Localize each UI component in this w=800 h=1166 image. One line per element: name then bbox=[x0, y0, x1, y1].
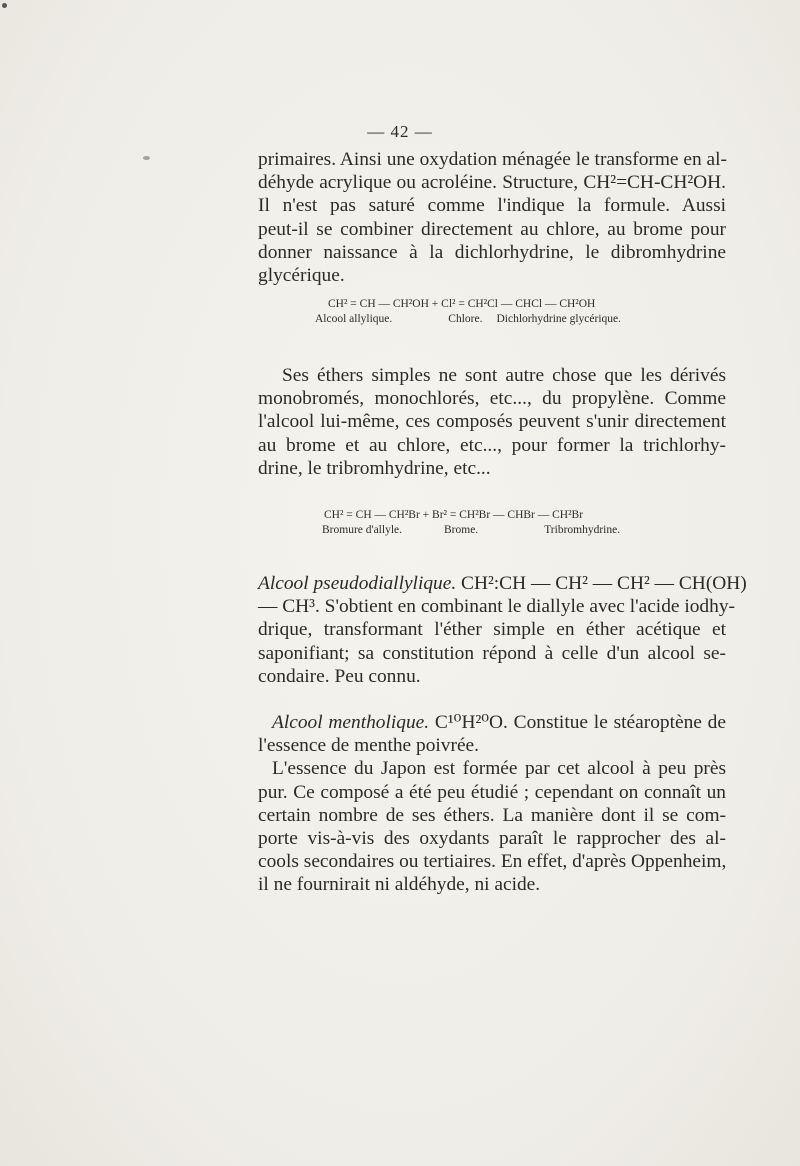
formula-label: Dichlorhydrine glycérique. bbox=[496, 313, 622, 325]
page-number: — 42 — bbox=[367, 122, 433, 141]
ink-speck bbox=[143, 156, 150, 160]
text-line: Il n'est pas saturé comme l'indique la formule. Aussi bbox=[258, 195, 726, 217]
text-line: pur. Ce composé a été peu étudié ; cependant on connaît un bbox=[258, 781, 726, 803]
formula-label: Bromure d'allyle. bbox=[322, 524, 402, 536]
text-line bbox=[258, 572, 747, 595]
formula-label: Brome. bbox=[444, 524, 479, 536]
text-line: Ses éthers simples ne sont autre chose que les dérivés bbox=[282, 365, 726, 386]
text-line: condaire. Peu connu. bbox=[258, 665, 421, 687]
text-line: il ne fournirait ni aldéhyde, ni acide. bbox=[258, 874, 541, 896]
text-line: certain nombre de ses éthers. La manière dont il se com- bbox=[258, 804, 726, 826]
text-fragment: CH²:CH — CH² — CH² — CH(OH) bbox=[461, 573, 747, 594]
text-line: L'essence du Japon est formée par cet alcool à peu près bbox=[272, 758, 726, 780]
text-line: drique, transformant l'éther simple en éther acétique et bbox=[258, 619, 726, 641]
formula-labels bbox=[258, 313, 726, 325]
section-title: Alcool pseudodiallylique. bbox=[258, 573, 457, 594]
text-line: monobromés, monochlorés, etc..., du propylène. Comme bbox=[258, 388, 726, 410]
ink-speck bbox=[2, 3, 7, 8]
text-line: cools secondaires ou tertiaires. En effet, d'après Oppenheim, bbox=[258, 851, 727, 873]
text-line: l'essence de menthe poivrée. bbox=[258, 735, 480, 757]
chemical-equation: CH² = CH — CH²OH + Cl² = CH²Cl — CHCl — CH²OH bbox=[328, 298, 596, 310]
formula-2 bbox=[258, 509, 726, 536]
formula-labels bbox=[258, 524, 726, 536]
text-line: glycérique. bbox=[258, 265, 345, 287]
text-line: primaires. Ainsi une oxydation ménagée le transforme en al- bbox=[258, 149, 727, 170]
formula-label: Alcool allylique. bbox=[315, 313, 393, 325]
paragraph-2 bbox=[258, 364, 726, 480]
paragraph-1 bbox=[258, 148, 726, 287]
section-title: Alcool mentholique. bbox=[272, 712, 430, 733]
chemical-equation: CH² = CH — CH²Br + Br² = CH²Br — CHBr — CH²Br bbox=[324, 509, 584, 521]
text-line: peut-il se combiner directement au chlore, au brome pour bbox=[258, 218, 726, 240]
paragraph-3 bbox=[258, 572, 747, 688]
text-line: l'alcool lui-même, ces composés peuvent s'unir directement bbox=[258, 411, 726, 433]
text-line bbox=[258, 711, 726, 734]
text-line: drine, le tribromhydrine, etc... bbox=[258, 457, 491, 479]
text-line: donner naissance à la dichlorhydrine, le dibromhydrine bbox=[258, 241, 726, 263]
text-line: — CH³. S'obtient en combinant le diallyle avec l'acide iodhy- bbox=[258, 596, 735, 618]
text-line: déhyde acrylique ou acroléine. Structure, CH²=CH-CH²OH. bbox=[258, 172, 726, 194]
formula-1 bbox=[258, 298, 726, 325]
text-fragment: C¹⁰H²⁰O. Constitue le stéaroptène de bbox=[434, 712, 726, 733]
formula-label: Chlore. bbox=[448, 313, 483, 325]
paragraph-4 bbox=[258, 711, 726, 897]
text-line: porte vis-à-vis des oxydants paraît le rapprocher des al- bbox=[258, 828, 726, 850]
text-line: au brome et au chlore, etc..., pour former la trichlorhy- bbox=[258, 434, 726, 456]
formula-label: Tribromhydrine. bbox=[544, 524, 621, 536]
text-line: saponifiant; sa constitution répond à celle d'un alcool se- bbox=[258, 642, 726, 664]
